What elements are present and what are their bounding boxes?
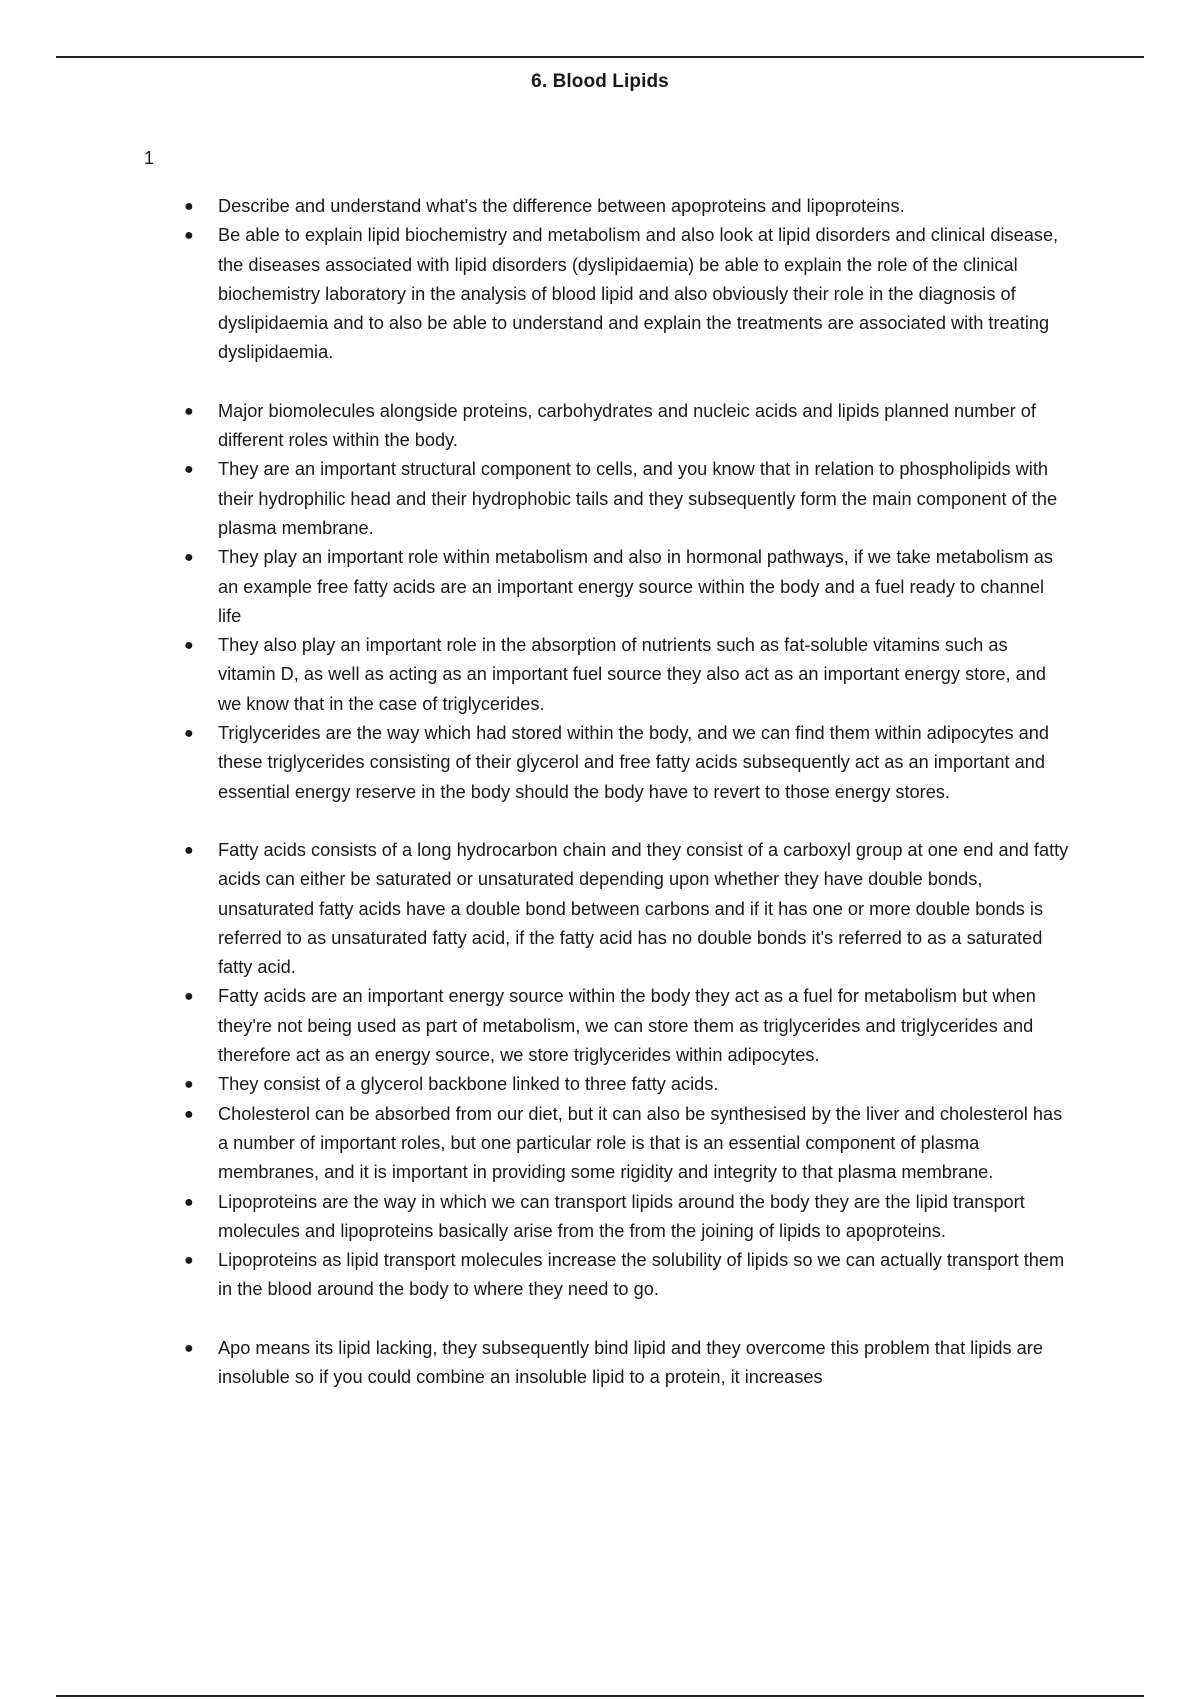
bullet-group-1 [180, 192, 1070, 368]
bullet-item: ● Fatty acids are an important energy source within the body they act as a fuel for metabolism but when they're not being used as part of metabolism, we can store them as triglycerides and triglycerides and therefore act as an energy source, we store triglycerides within adipocytes. [180, 982, 1070, 1070]
footer-rule [56, 1695, 1144, 1697]
bullet-item: ● Cholesterol can be absorbed from our diet, but it can also be synthesised by the liver and cholesterol has a number of important roles, but one particular role is that is an essential component of plasma membranes, and it is important in providing some rigidity and integrity to that plasma membrane. [180, 1100, 1070, 1188]
bullet-icon: ● [184, 988, 194, 1006]
section-number: 1 [144, 148, 155, 168]
bullet-icon: ● [184, 461, 194, 479]
document-body [180, 192, 1070, 1392]
bullet-icon: ● [184, 1252, 194, 1270]
bullet-icon: ● [184, 637, 194, 655]
bullet-group-2 [180, 397, 1070, 807]
bullet-icon: ● [184, 227, 194, 245]
bullet-icon: ● [184, 725, 194, 743]
bullet-item: ● Apo means its lipid lacking, they subsequently bind lipid and they overcome this problem that lipids are insoluble so if you could combine an insoluble lipid to a protein, it increases [180, 1334, 1070, 1393]
bullet-item: ● Lipoproteins are the way in which we can transport lipids around the body they are the lipid transport molecules and lipoproteins basically arise from the from the joining of lipids to apoproteins. [180, 1188, 1070, 1247]
bullet-icon: ● [184, 841, 194, 859]
bullet-item: ● Major biomolecules alongside proteins, carbohydrates and nucleic acids and lipids planned number of different roles within the body. [180, 397, 1070, 456]
bullet-item: ● They consist of a glycerol backbone linked to three fatty acids. [180, 1070, 1070, 1099]
bullet-item: ● They are an important structural component to cells, and you know that in relation to phospholipids with their hydrophilic head and their hydrophobic tails and they subsequently form the main component of the plasma membrane. [180, 455, 1070, 543]
bullet-item: ● They also play an important role in the absorption of nutrients such as fat-soluble vitamins such as vitamin D, as well as acting as an important fuel source they also act as an important energy store, and we know that in the case of triglycerides. [180, 631, 1070, 719]
bullet-icon: ● [184, 1076, 194, 1094]
header-rule [56, 56, 1144, 58]
bullet-item: ● Fatty acids consists of a long hydrocarbon chain and they consist of a carboxyl group at one end and fatty acids can either be saturated or unsaturated depending upon whether they have double bonds, unsaturated fatty acids have a double bond between carbons and if it has one or more double bonds is referred to as unsaturated fatty acid, if the fatty acid has no double bonds it's referred to as a saturated fatty acid. [180, 836, 1070, 982]
bullet-item: ● Lipoproteins as lipid transport molecules increase the solubility of lipids so we can actually transport them in the blood around the body to where they need to go. [180, 1246, 1070, 1305]
bullet-icon: ● [184, 1105, 194, 1123]
bullet-item: ● They play an important role within metabolism and also in hormonal pathways, if we take metabolism as an example free fatty acids are an important energy source within the body and a fuel ready to channel life [180, 543, 1070, 631]
bullet-group-3 [180, 836, 1070, 1305]
bullet-icon: ● [184, 549, 194, 567]
bullet-item: ● Triglycerides are the way which had stored within the body, and we can find them within adipocytes and these triglycerides consisting of their glycerol and free fatty acids subsequently act as an important and essential energy reserve in the body should the body have to revert to those energy stores. [180, 719, 1070, 807]
bullet-item: ● Describe and understand what's the difference between apoproteins and lipoproteins. [180, 192, 1070, 221]
bullet-icon: ● [184, 198, 194, 215]
bullet-icon: ● [184, 1193, 194, 1211]
bullet-item: ● Be able to explain lipid biochemistry and metabolism and also look at lipid disorders and clinical disease, the diseases associated with lipid disorders (dyslipidaemia) be able to explain the role of the clinical biochemistry laboratory in the analysis of blood lipid and also obviously their role in the diagnosis of dyslipidaemia and to also be able to understand and explain the treatments are associated with treating dyslipidaemia. [180, 221, 1070, 367]
document-title: 6. Blood Lipids [531, 71, 669, 92]
bullet-icon: ● [184, 402, 194, 420]
bullet-icon: ● [184, 1339, 194, 1357]
bullet-group-4 [180, 1334, 1070, 1393]
